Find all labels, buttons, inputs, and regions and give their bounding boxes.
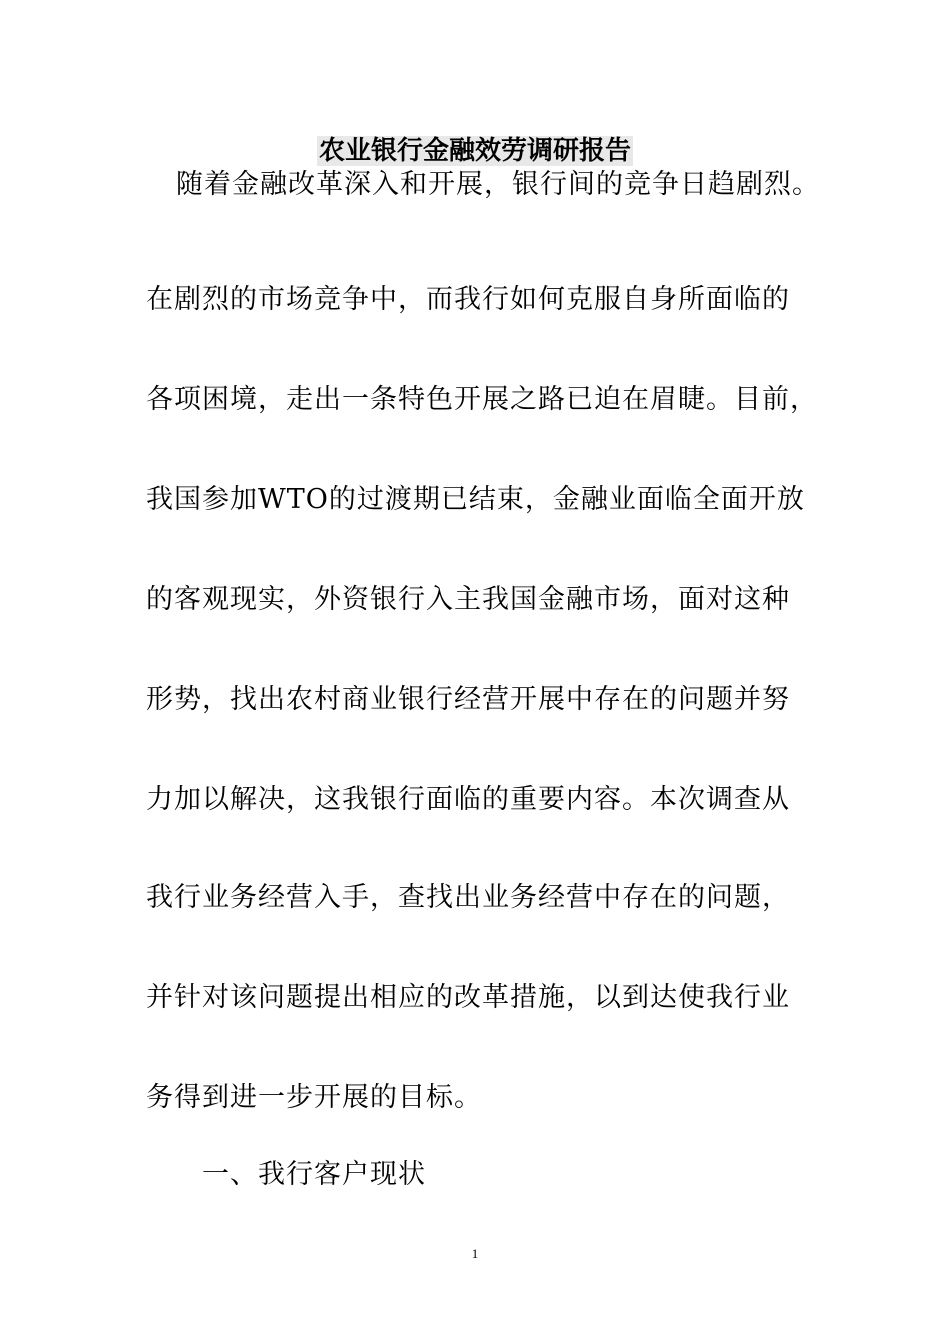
- paragraph-line: 各项困境，走出一条特色开展之路已迫在眉睫。目前，: [146, 384, 818, 415]
- paragraph-line: 我行业务经营入手，查找出业务经营中存在的问题，: [146, 882, 790, 913]
- paragraph-line: 力加以解决，这我银行面临的重要内容。本次调查从: [146, 784, 790, 815]
- paragraph-line: 并针对该问题提出相应的改革措施，以到达使我行业: [146, 982, 790, 1013]
- paragraph-line: 随着金融改革深入和开展，银行间的竞争日趋剧烈。: [176, 169, 820, 200]
- page-number: 1: [471, 1246, 479, 1261]
- paragraph-line: 形势，找出农村商业银行经营开展中存在的问题并努: [146, 684, 790, 715]
- paragraph-line: 在剧烈的市场竞争中，而我行如何克服自身所面临的: [146, 284, 790, 315]
- paragraph-line: 的客观现实，外资银行入主我国金融市场，面对这种: [146, 584, 790, 615]
- paragraph-line: 我国参加WTO的过渡期已结束，金融业面临全面开放: [146, 484, 805, 515]
- document-title-text: 农业银行金融效劳调研报告: [318, 136, 631, 166]
- section-heading: 一、我行客户现状: [202, 1159, 426, 1190]
- paragraph-line: 务得到进一步开展的目标。: [146, 1082, 482, 1113]
